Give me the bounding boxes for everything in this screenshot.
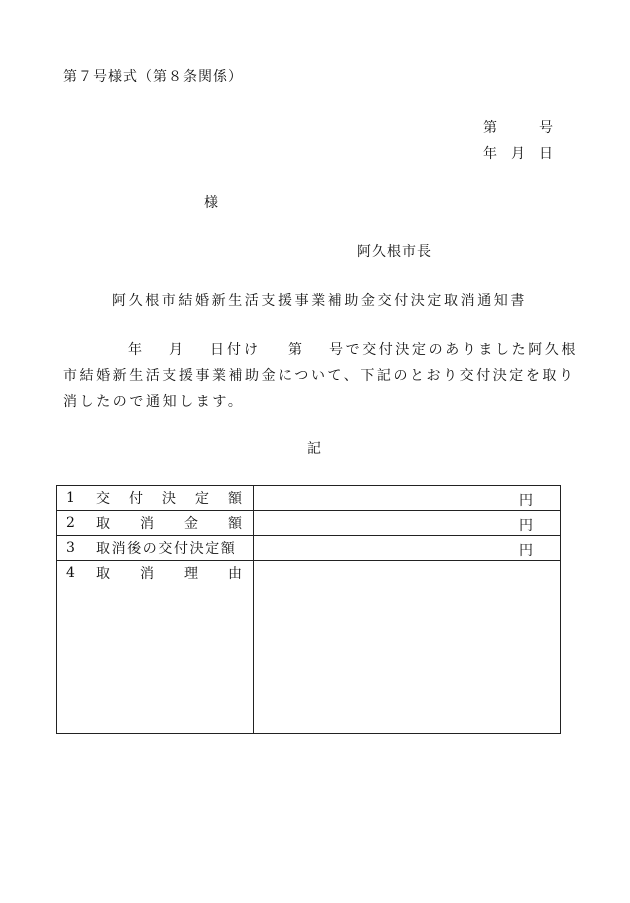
table-row [57, 561, 561, 734]
row-label [57, 486, 253, 510]
document-date [483, 143, 553, 163]
body-year: 年 [128, 342, 142, 358]
row-label-char: 額 [228, 491, 242, 507]
row-label-char: 金 [184, 516, 198, 532]
row-value-cell[interactable] [254, 561, 561, 734]
addressee-honorific: 様 [204, 195, 218, 211]
sender-name: 阿久根市長 [357, 244, 432, 260]
row-label-char: 取 [96, 516, 110, 532]
document-title: 阿久根市結婚新生活支援事業補助金交付決定取消通知書 [112, 293, 527, 309]
date-year: 年 [483, 146, 497, 162]
row-label-char: 理 [184, 566, 198, 582]
body-date-suffix: 日付け [210, 342, 261, 358]
row-label-cell [57, 511, 254, 536]
row-label-char: 付 [129, 491, 143, 507]
date-day: 日 [539, 146, 553, 162]
table-row [57, 536, 561, 561]
row-label-char: 消 [140, 516, 154, 532]
row-label [57, 561, 253, 585]
body-number-prefix: 第 [288, 342, 302, 358]
row-value-cell[interactable] [254, 536, 561, 561]
row-label-char: 消 [140, 566, 154, 582]
document-number [483, 117, 553, 137]
row-label-text [96, 563, 253, 583]
doc-number-suffix: 号 [539, 120, 553, 136]
body-paragraph [63, 337, 578, 415]
body-line-1 [63, 337, 578, 363]
form-number-label: 第７号様式（第８条関係） [63, 69, 243, 85]
row-number: 4 [66, 565, 75, 581]
date-month: 月 [511, 146, 525, 162]
row-number: 2 [66, 515, 75, 531]
row-value-cell[interactable] [254, 486, 561, 511]
row-label-cell [57, 536, 254, 561]
row-number: 1 [66, 490, 75, 506]
yen-unit: 円 [519, 543, 533, 559]
details-table [56, 485, 561, 734]
row-label-text [96, 488, 253, 508]
row-number: 3 [66, 540, 75, 556]
row-label-text: 取消後の交付決定額 [96, 541, 237, 557]
row-label-char: 取 [96, 566, 110, 582]
row-label [57, 511, 253, 535]
row-label-char: 額 [228, 516, 242, 532]
row-label [57, 536, 253, 560]
yen-unit: 円 [519, 493, 533, 509]
body-line1-rest: 号で交付決定のありました阿久根 [329, 342, 578, 358]
row-label-char: 交 [96, 491, 110, 507]
row-label-cell [57, 486, 254, 511]
row-value-cell[interactable] [254, 511, 561, 536]
body-line-2: 市結婚新生活支援事業補助金について、下記のとおり交付決定を取り [63, 368, 576, 384]
ki-heading: 記 [307, 441, 321, 457]
doc-number-prefix: 第 [483, 120, 497, 136]
row-label-cell [57, 561, 254, 734]
row-label-char: 定 [195, 491, 209, 507]
row-label-char: 決 [162, 491, 176, 507]
table-row [57, 486, 561, 511]
row-label-char: 由 [228, 566, 242, 582]
body-line-3: 消したので通知します。 [63, 394, 245, 410]
body-month: 月 [169, 342, 183, 358]
row-label-text [96, 513, 253, 533]
yen-unit: 円 [519, 518, 533, 534]
table-row [57, 511, 561, 536]
